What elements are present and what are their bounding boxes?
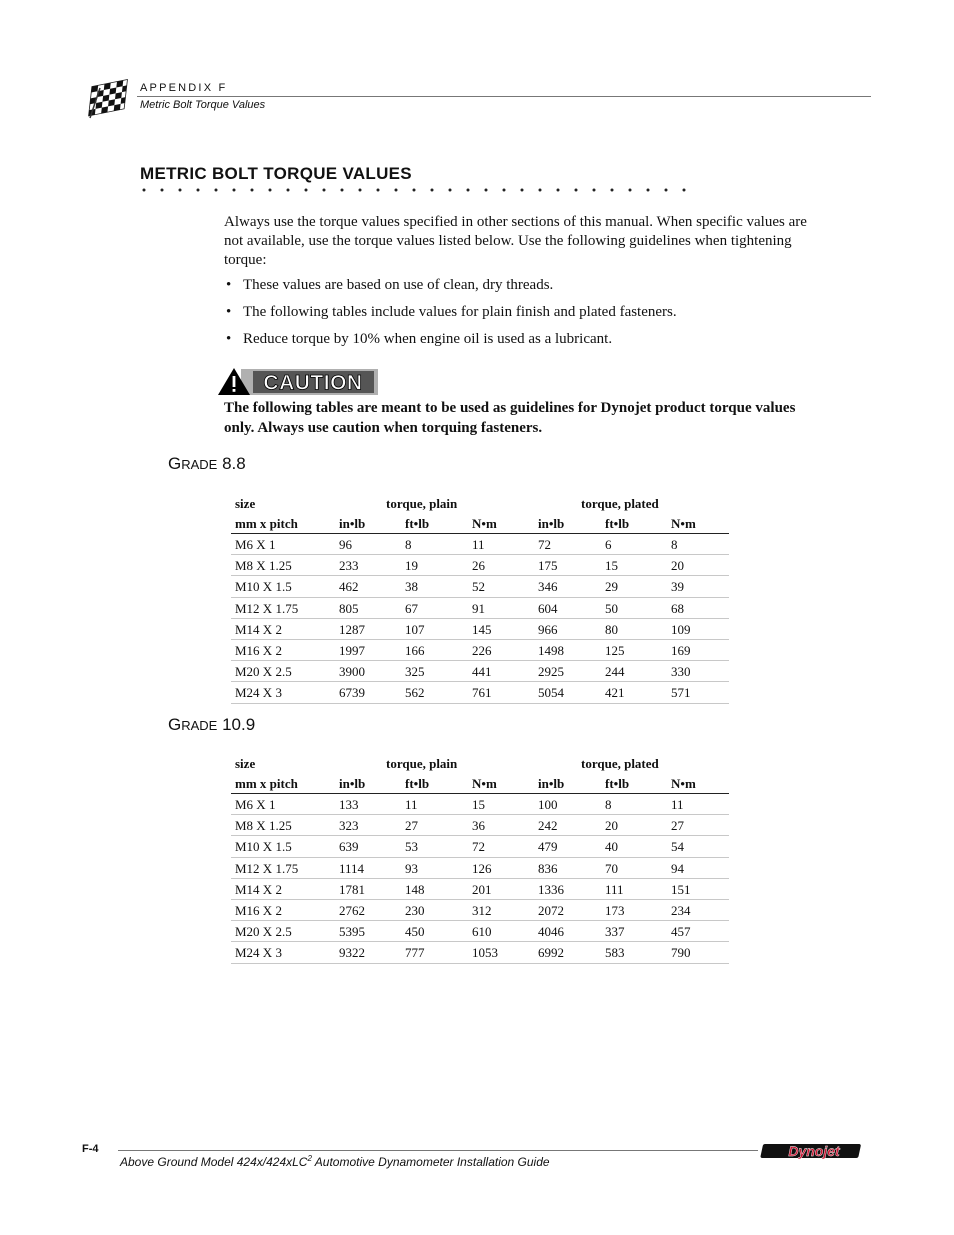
torque-table-grade-8-8	[231, 493, 729, 704]
table-cell: 1287	[339, 621, 365, 637]
bullet-glyph: •	[226, 277, 232, 293]
table-cell: 421	[605, 685, 625, 701]
table-cell: 571	[671, 685, 691, 701]
table-cell: 125	[605, 642, 625, 658]
guideline-list	[224, 276, 824, 357]
table-cell: 6	[605, 537, 612, 552]
table-cell: 175	[538, 558, 558, 574]
table-row	[231, 534, 729, 555]
dotted-rule	[142, 186, 687, 194]
table-cell: 234	[671, 902, 691, 918]
table-cell: 70	[605, 860, 618, 876]
table-cell: 50	[605, 600, 618, 616]
table-cell: 462	[339, 579, 359, 595]
table-cell: 230	[405, 902, 425, 918]
table-cell: 93	[405, 860, 418, 876]
table-cell: 325	[405, 664, 425, 680]
table-cell: M20 X 2.5	[235, 924, 292, 940]
list-item: • The following tables include values for plain finish and plated fasteners.	[226, 304, 677, 320]
table-cell: M24 X 3	[235, 945, 282, 961]
table-cell: 169	[671, 642, 691, 658]
table-cell: M8 X 1.25	[235, 818, 292, 834]
table-cell: M12 X 1.75	[235, 600, 299, 616]
table-cell: 337	[605, 924, 625, 940]
table-cell: 4046	[538, 924, 564, 940]
table-row	[231, 619, 729, 640]
table-cell: 312	[472, 902, 492, 918]
table-cell: 27	[671, 818, 684, 834]
table-cell: 27	[405, 818, 418, 834]
table-cell: 790	[671, 945, 691, 961]
table-cell: 2072	[538, 902, 564, 918]
grade-8-8-heading: GRADE 8.8	[168, 454, 246, 473]
table-column-header: mm x pitch in•lb ft•lb N•m in•lb ft•lb N•m	[231, 513, 729, 534]
table-cell: 323	[339, 818, 359, 834]
table-cell: 29	[605, 579, 618, 595]
table-cell: 111	[605, 881, 624, 897]
table-cell: 1498	[538, 642, 564, 658]
table-row	[231, 815, 729, 836]
table-cell: 6739	[339, 685, 365, 701]
table-cell: 94	[671, 860, 684, 876]
table-cell: 6992	[538, 945, 564, 961]
table-cell: 1997	[339, 642, 365, 658]
table-cell: 36	[472, 818, 485, 834]
table-cell: 53	[405, 839, 418, 855]
table-cell: 109	[671, 621, 691, 637]
table-cell: 26	[472, 558, 485, 574]
header-rule	[137, 96, 871, 97]
table-cell: 11	[472, 537, 485, 552]
appendix-label: APPENDIX F	[140, 82, 228, 94]
table-cell: 1336	[538, 881, 564, 897]
table-cell: 583	[605, 945, 625, 961]
table-cell: 72	[472, 839, 485, 855]
table-cell: 173	[605, 902, 625, 918]
table-cell: 20	[671, 558, 684, 574]
table-cell: 5054	[538, 685, 564, 701]
table-cell: 38	[405, 579, 418, 595]
table-cell: 761	[472, 685, 492, 701]
table-cell: M16 X 2	[235, 642, 282, 658]
table-cell: 562	[405, 685, 425, 701]
torque-table-grade-10-9	[231, 753, 729, 964]
svg-text:Dynojet: Dynojet	[788, 1143, 840, 1159]
caution-text: The following tables are meant to be used as guidelines for Dynojet product torque values only. Always use caution when torquing fasteners.	[224, 400, 796, 436]
table-cell: 5395	[339, 924, 365, 940]
table-cell: 96	[339, 537, 352, 552]
table-cell: 54	[671, 839, 684, 855]
grade-10-9-heading: GRADE 10.9	[168, 715, 256, 734]
table-row	[231, 836, 729, 857]
table-cell: 1053	[472, 945, 498, 961]
table-cell: M10 X 1.5	[235, 839, 292, 855]
table-cell: 40	[605, 839, 618, 855]
table-row	[231, 794, 729, 815]
table-cell: 450	[405, 924, 425, 940]
table-row	[231, 576, 729, 597]
table-cell: 233	[339, 558, 359, 574]
table-cell: 966	[538, 621, 558, 637]
list-item: • Reduce torque by 10% when engine oil is used as a lubricant.	[226, 331, 613, 347]
table-cell: 479	[538, 839, 558, 855]
bullet-glyph: •	[226, 304, 232, 320]
table-cell: M14 X 2	[235, 881, 282, 897]
table-cell: 604	[538, 600, 558, 616]
table-cell: 2762	[339, 902, 365, 918]
table-cell: 145	[472, 621, 492, 637]
table-cell: 3900	[339, 664, 365, 680]
table-cell: M14 X 2	[235, 621, 282, 637]
table-cell: M6 X 1	[235, 797, 276, 812]
table-cell: 8	[605, 797, 612, 812]
table-cell: 8	[671, 537, 678, 552]
table-cell: 151	[671, 881, 691, 897]
table-top-header: size torque, plain torque, plated	[235, 756, 659, 771]
table-top-header: size torque, plain torque, plated	[235, 496, 659, 511]
table-cell: 244	[605, 664, 625, 680]
page-number: F-4	[82, 1143, 99, 1155]
table-cell: 836	[538, 860, 558, 876]
list-item: • These values are based on use of clean, dry threads.	[226, 277, 554, 293]
table-row	[231, 921, 729, 942]
table-cell: 11	[671, 797, 684, 812]
dynojet-logo	[760, 1140, 866, 1162]
table-cell: M16 X 2	[235, 902, 282, 918]
table-cell: M8 X 1.25	[235, 558, 292, 574]
table-cell: 19	[405, 558, 418, 574]
table-cell: 441	[472, 664, 492, 680]
table-cell: 126	[472, 860, 492, 876]
table-cell: 68	[671, 600, 684, 616]
table-cell: 346	[538, 579, 558, 595]
table-cell: M6 X 1	[235, 537, 276, 552]
table-cell: 15	[605, 558, 618, 574]
table-cell: M24 X 3	[235, 685, 282, 701]
footer-rule	[118, 1150, 758, 1151]
table-row	[231, 661, 729, 682]
table-cell: 20	[605, 818, 618, 834]
table-cell: 100	[538, 797, 558, 812]
caution-banner	[215, 366, 379, 397]
table-cell: 67	[405, 600, 418, 616]
table-cell: 133	[339, 797, 359, 812]
table-cell: M10 X 1.5	[235, 579, 292, 595]
table-cell: 8	[405, 537, 412, 552]
table-row	[231, 879, 729, 900]
table-cell: 52	[472, 579, 485, 595]
table-cell: 1114	[339, 860, 365, 876]
table-cell: M12 X 1.75	[235, 860, 299, 876]
header-subtitle: Metric Bolt Torque Values	[140, 99, 266, 111]
table-cell: 166	[405, 642, 425, 658]
table-row	[231, 900, 729, 921]
bullet-glyph: •	[226, 331, 232, 347]
checkered-flag-logo	[84, 76, 134, 120]
intro-paragraph: Always use the torque values specified in other sections of this manual. When specific values are not available, use the torque values listed below. Use the following guidelines when tightening torque:	[224, 214, 807, 268]
table-cell: 39	[671, 579, 684, 595]
table-row	[231, 682, 729, 703]
guide-title: Above Ground Model 424x/424xLC$^2$ Automotive Dynamometer Installation Guide	[120, 1154, 550, 1169]
table-cell: 107	[405, 621, 425, 637]
table-cell: 1781	[339, 881, 365, 897]
table-row	[231, 555, 729, 576]
table-row	[231, 858, 729, 879]
table-cell: 91	[472, 600, 485, 616]
table-cell: 226	[472, 642, 492, 658]
table-cell: 72	[538, 537, 551, 552]
table-cell: 15	[472, 797, 485, 812]
table-cell: M20 X 2.5	[235, 664, 292, 680]
table-cell: 805	[339, 600, 359, 616]
table-cell: 610	[472, 924, 492, 940]
svg-text:CAUTION: CAUTION	[263, 371, 363, 395]
table-cell: 201	[472, 881, 492, 897]
table-cell: 330	[671, 664, 691, 680]
table-cell: 777	[405, 945, 425, 961]
table-row	[231, 598, 729, 619]
table-cell: 2925	[538, 664, 564, 680]
table-cell: 11	[405, 797, 418, 812]
table-row	[231, 942, 729, 963]
table-cell: 457	[671, 924, 691, 940]
table-cell: 9322	[339, 945, 365, 961]
table-cell: 639	[339, 839, 359, 855]
table-cell: 242	[538, 818, 558, 834]
table-cell: 148	[405, 881, 425, 897]
table-cell: 80	[605, 621, 618, 637]
section-title: METRIC BOLT TORQUE VALUES	[140, 164, 412, 183]
table-column-header: mm x pitch in•lb ft•lb N•m in•lb ft•lb N•m	[231, 773, 729, 794]
table-row	[231, 640, 729, 661]
